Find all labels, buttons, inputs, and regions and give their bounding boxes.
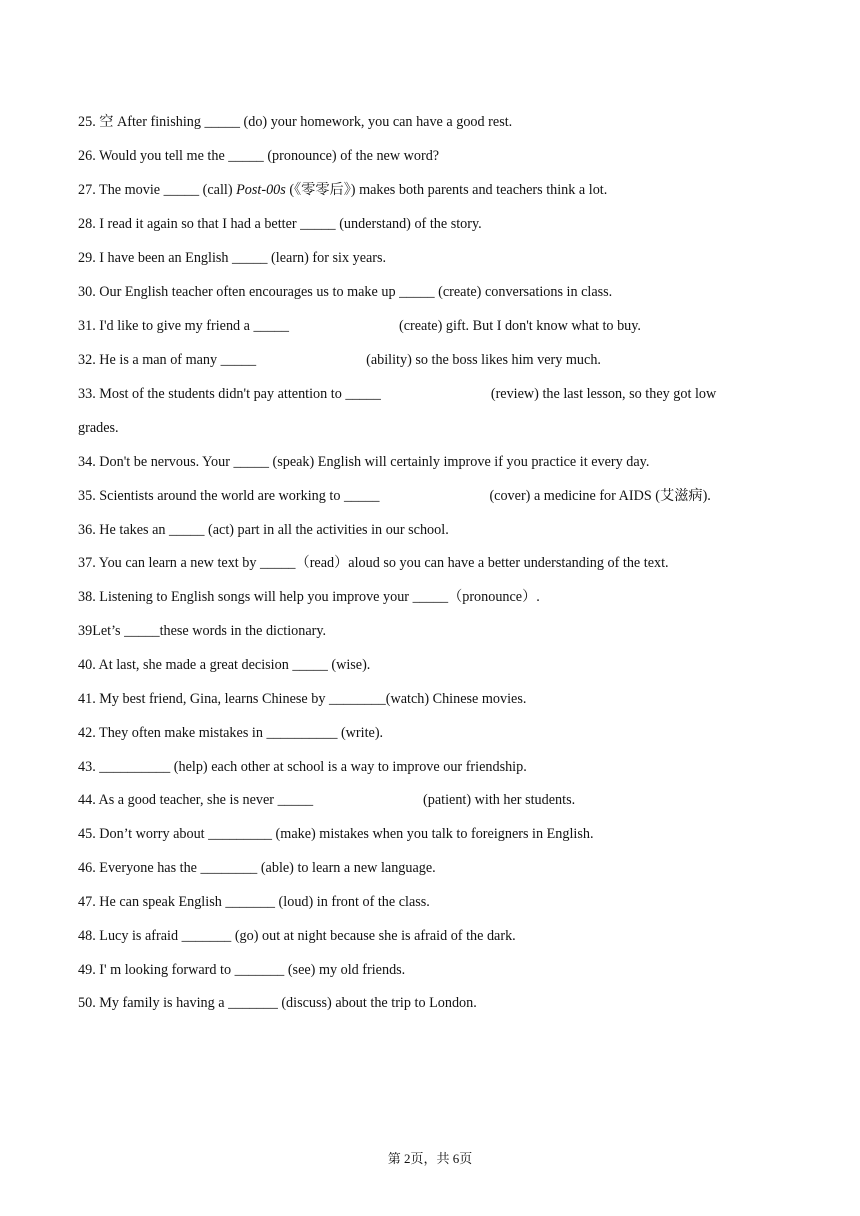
question-43: 43. __________ (help) each other at school is a way to improve our friendship. xyxy=(78,759,527,775)
question-28: 28. I read it again so that I had a better _____ (understand) of the story. xyxy=(78,216,482,232)
italic-title: Post-00s xyxy=(236,182,286,198)
question-25: 25. 空 After finishing _____ (do) your homework, you can have a good rest. xyxy=(78,114,513,130)
question-42: 42. They often make mistakes in __________ (write). xyxy=(78,725,384,741)
question-38: 38. Listening to English songs will help you improve your _____（pronounce）. xyxy=(78,589,540,605)
question-46: 46. Everyone has the ________ (able) to learn a new language. xyxy=(78,860,436,876)
question-44: 44. As a good teacher, she is never _____ (patient) with her students. xyxy=(78,792,576,808)
question-41: 41. My best friend, Gina, learns Chinese by ________(watch) Chinese movies. xyxy=(78,691,527,707)
question-48: 48. Lucy is afraid _______ (go) out at night because she is afraid of the dark. xyxy=(78,928,516,944)
question-45: 45. Don’t worry about _________ (make) mistakes when you talk to foreigners in English. xyxy=(78,826,594,842)
question-27: 27. The movie _____ (call) Post-00s (《零零后》) makes both parents and teachers think a lot. xyxy=(78,182,608,198)
question-37: 37. You can learn a new text by _____（read）aloud so you can have a better understanding of the text. xyxy=(78,555,669,571)
question-30: 30. Our English teacher often encourages us to make up _____ (create) conversations in class. xyxy=(78,284,613,300)
question-33: 33. Most of the students didn't pay attention to _____ (review) the last lesson, so they got low xyxy=(78,386,717,402)
question-47: 47. He can speak English _______ (loud) in front of the class. xyxy=(78,894,430,910)
question-35: 35. Scientists around the world are working to _____ (cover) a medicine for AIDS (艾滋病). xyxy=(78,488,711,504)
question-36: 36. He takes an _____ (act) part in all the activities in our school. xyxy=(78,522,449,538)
question-33-continued: grades. xyxy=(78,420,119,436)
question-29: 29. I have been an English _____ (learn) for six years. xyxy=(78,250,387,266)
question-40: 40. At last, she made a great decision _____ (wise). xyxy=(78,657,371,673)
question-32: 32. He is a man of many _____ (ability) so the boss likes him very much. xyxy=(78,352,601,368)
question-26: 26. Would you tell me the _____ (pronounce) of the new word? xyxy=(78,148,440,164)
question-39: 39Let’s _____these words in the dictionary. xyxy=(78,623,327,639)
question-34: 34. Don't be nervous. Your _____ (speak) English will certainly improve if you practice it every day. xyxy=(78,454,650,470)
question-49: 49. I' m looking forward to _______ (see) my old friends. xyxy=(78,962,406,978)
question-31: 31. I'd like to give my friend a _____ (create) gift. But I don't know what to buy. xyxy=(78,318,641,334)
page-footer: 第 2页，共 6页 xyxy=(387,1151,473,1166)
question-50: 50. My family is having a _______ (discuss) about the trip to London. xyxy=(78,995,477,1011)
